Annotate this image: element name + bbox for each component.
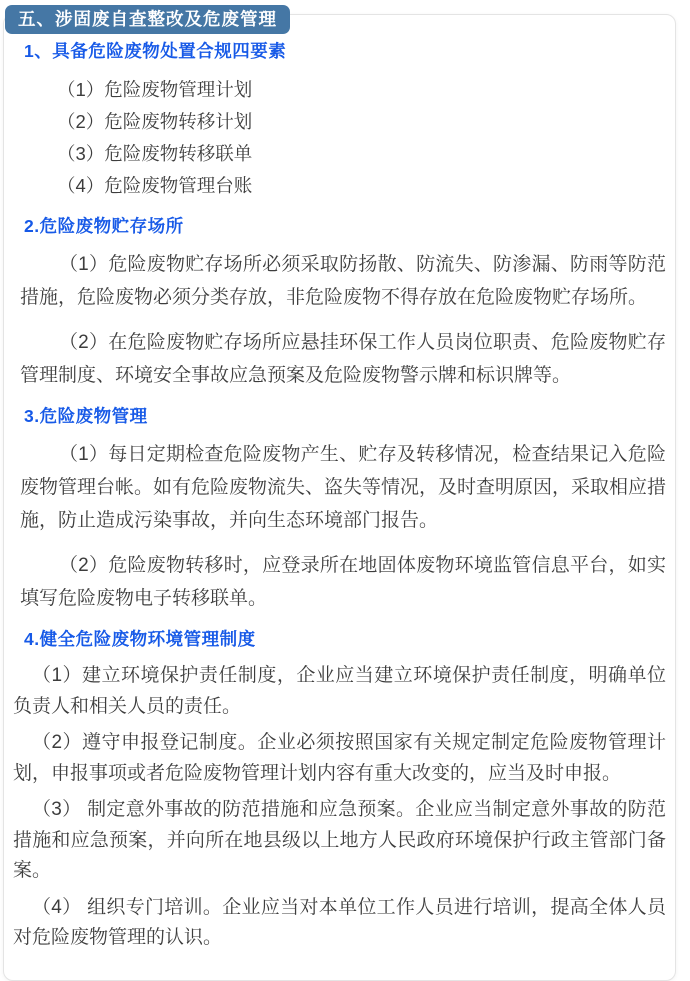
- list-item: （4）危险废物管理台账: [57, 175, 253, 196]
- paragraph: （2）在危险废物贮存场所应悬挂环保工作人员岗位职责、危险废物贮存管理制度、环境安全事故应急预案及危险废物警示牌和标识牌等。: [20, 332, 666, 386]
- paragraph: （3） 制定意外事故的防范措施和应急预案。企业应当制定意外事故的防范措施和应急预案，并向所在地县级以上地方人民政府环境保护行政主管部门备案。: [13, 799, 666, 881]
- subsection-3-heading: 3.危险废物管理: [24, 406, 148, 426]
- compliance-items-list: [20, 74, 666, 202]
- paragraph: （2）危险废物转移时，应登录所在地固体废物环境监管信息平台，如实填写危险废物电子转移联单。: [20, 555, 666, 609]
- paragraph: （1）建立环境保护责任制度，企业应当建立环境保护责任制度，明确单位负责人和相关人员的责任。: [13, 665, 666, 717]
- list-item: （1）危险废物管理计划: [57, 79, 253, 100]
- subsection-4-heading: 4.健全危险废物环境管理制度: [24, 629, 256, 649]
- subsection-1-heading: 1、具备危险废物处置合规四要素: [24, 41, 287, 61]
- subsection-2-heading: 2.危险废物贮存场所: [24, 216, 184, 236]
- section-title-tab: 五、涉固废自查整改及危废管理: [5, 5, 290, 34]
- list-item: （2）危险废物转移计划: [57, 111, 253, 132]
- paragraph: （1）每日定期检查危险废物产生、贮存及转移情况，检查结果记入危险废物管理台帐。如有危险废物流失、盗失等情况，及时查明原因，采取相应措施，防止造成污染事故，并向生态环境部门报告。: [20, 444, 667, 531]
- list-item: （3）危险废物转移联单: [57, 143, 253, 164]
- paragraph: （1）危险废物贮存场所必须采取防扬散、防流失、防渗漏、防雨等防范措施，危险废物必须分类存放，非危险废物不得存放在危险废物贮存场所。: [20, 254, 666, 308]
- paragraph: （4） 组织专门培训。企业应当对本单位工作人员进行培训，提高全体人员对危险废物管理的认识。: [13, 896, 666, 948]
- content-card: [3, 14, 676, 981]
- paragraph: （2）遵守申报登记制度。企业必须按照国家有关规定制定危险废物管理计划，申报事项或者危险废物管理计划内容有重大改变的，应当及时申报。: [13, 732, 666, 784]
